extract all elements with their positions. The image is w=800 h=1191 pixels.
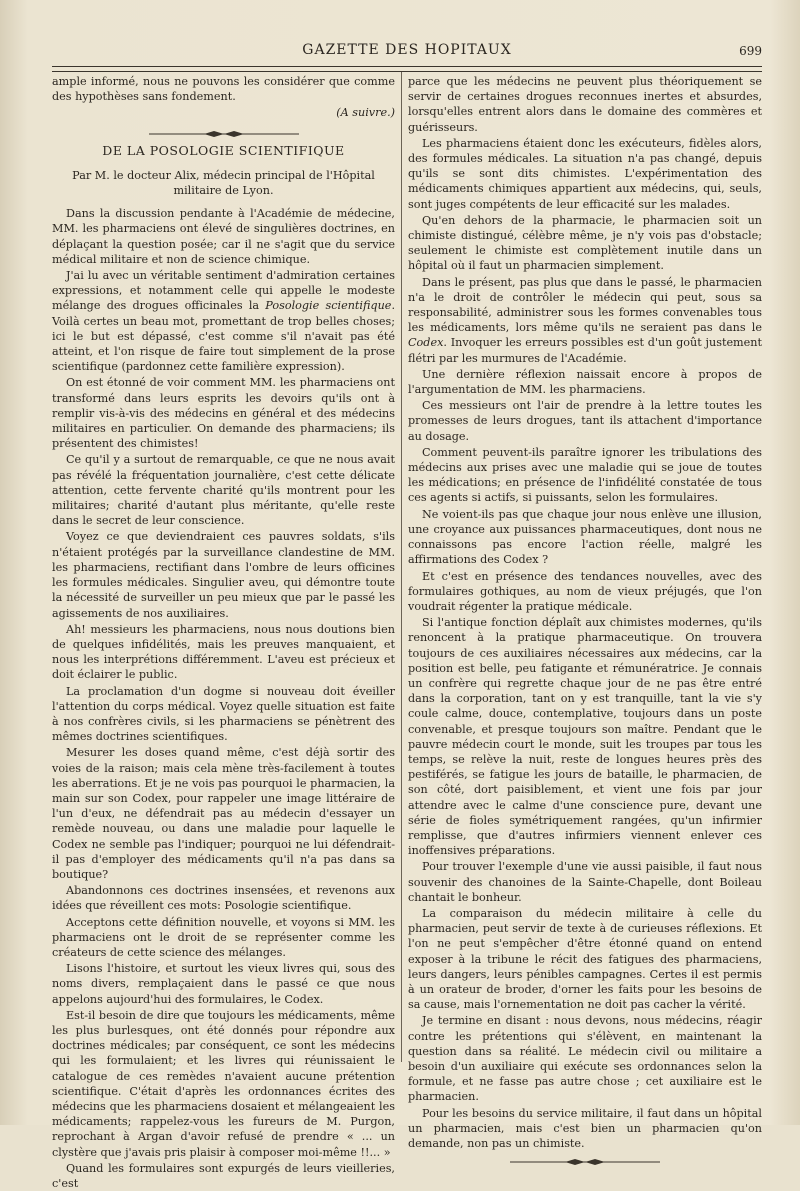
- paragraph: Une dernière réflexion naissait encore à propos de l'argumentation de MM. les pharmaciens.: [408, 367, 762, 397]
- paragraph: La proclamation d'un dogme si nouveau doit éveiller l'attention du corps médical. Voyez quelle situation est faite à nos confrères civils, si les pharmaciens se pénètrent des mêmes doctrines scientifiques.: [52, 684, 395, 744]
- paragraph: On est étonné de voir comment MM. les pharmaciens ont transformé dans leurs esprits les devoirs qu'ils ont à remplir vis-à-vis des médecins en général et des médecins militaires en particulier. On demande des pharmaciens; ils présentent des chimistes!: [52, 376, 395, 451]
- paragraph: Acceptons cette définition nouvelle, et voyons si MM. les pharmaciens ont le droit de se représenter comme les créateurs de cette science des mélanges.: [52, 915, 395, 959]
- paragraph: Mesurer les doses quand même, c'est déjà sortir des voies de la raison; mais cela mène très-facilement à toutes les aberrations. Et je ne vois pas pourquoi le pharmacien, la main sur son Codex, pour rappeler une image littéraire de l'un d'eux, ne défendrait pas au médecin d'essayer un remède nouveau, ou dans une maladie pour laquelle le Codex ne semble pas l'indiquer; pourquoi ne lui défendrait-il pas d'employer des médicaments qu'il n'a pas dans sa boutique?: [52, 746, 395, 881]
- masthead: [52, 38, 762, 66]
- right-column: [408, 74, 762, 1151]
- ornament-divider: [408, 1155, 762, 1165]
- paragraph: Pour les besoins du service militaire, il faut dans un hôpital un pharmacien, mais c'est bien un pharmacien qu'on demande, non pas un chimiste.: [408, 1106, 762, 1151]
- column-divider: [401, 72, 402, 1062]
- paragraph: ample informé, nous ne pouvons les considérer que comme des hypothèses sans fondement.: [52, 75, 395, 104]
- paragraph: Comment peuvent-ils paraître ignorer les tribulations des médecins aux prises avec une maladie qui se joue de toutes les médications; en présence de l'infidélité constatée de tous ces agents si actifs, si puissants, selon les formulaires.: [408, 445, 762, 505]
- journal-title: GAZETTE DES HOPITAUX: [302, 42, 512, 58]
- text-run: Dans le présent, pas plus que dans le passé, le pharmacien n'a le droit de contrôler le médecin qui peut, sous sa responsabilité, administrer sous les formes convenables tous les médicaments, lors même qu'ils ne seraient pas dans le: [408, 275, 762, 335]
- paragraph: Dans la discussion pendante à l'Académie de médecine, MM. les pharmaciens ont élevé de singulières doctrines, en déplaçant la question posée; car il ne s'agit que du service médical militaire et non de science chimique.: [52, 207, 395, 266]
- paragraph: Pour trouver l'exemple d'une vie aussi paisible, il faut nous souvenir des chanoines de la Sainte-Chapelle, dont Boileau chantait le bonheur.: [408, 860, 762, 904]
- paragraph: Voyez ce que deviendraient ces pauvres soldats, s'ils n'étaient protégés par la surveillance clandestine de MM. les pharmaciens, rectifiant dans l'ombre de leurs officines les formules médicales. Singulier aveu, qui démontre toute la nécessité de surveiller un peu mieux que par le passé les agissements de nos auxiliaires.: [52, 530, 395, 620]
- byline: Par M. le docteur Alix, médecin principal de l'Hôpital militaire de Lyon.: [72, 168, 375, 198]
- page-number: 699: [739, 44, 762, 58]
- header-rule: [52, 66, 762, 72]
- text-run: . Voilà certes un beau mot, promettant de trop belles choses; ici le but est dépassé, c'est comme s'il n'avait pas été atteint, et l'on risque de faire tout simplement de la prose scientifique (pardonnez cette familière expression).: [52, 299, 395, 374]
- continued-note: (A suivre.): [336, 106, 395, 120]
- paragraph: Ne voient-ils pas que chaque jour nous enlève une illusion, une croyance aux puissances pharmaceutiques, dont nous ne connaissons pas encore l'action réelle, malgré les affirmations des Codex ?: [408, 507, 762, 567]
- paragraph: Ce qu'il y a surtout de remarquable, ce que ne nous avait pas révélé la fréquentation journalière, c'est cette délicate attention, cette fervente charité qu'ils montrent pour les militaires; charité d'autant plus méritante, qu'elle reste dans le secret de leur conscience.: [52, 453, 395, 528]
- paragraph: Abandonnons ces doctrines insensées, et revenons aux idées que réveillent ces mots: Posologie scientifique.: [52, 884, 395, 913]
- paragraph: [52, 268, 395, 374]
- emphasis: Posologie scientifique: [265, 299, 392, 313]
- article-title: DE LA POSOLOGIE SCIENTIFIQUE: [102, 142, 345, 158]
- ornament-divider: [52, 127, 395, 137]
- paragraph: Lisons l'histoire, et surtout les vieux livres qui, sous des noms divers, remplaçaient dans le passé ce que nous appelons aujourd'hui des formulaires, le Codex.: [52, 962, 395, 1006]
- paragraph: parce que les médecins ne peuvent plus théoriquement se servir de certaines drogues reconnues inertes et absurdes, lorsqu'elles entrent alors dans le domaine des commères et guérisseurs.: [408, 75, 762, 134]
- paragraph: Et c'est en présence des tendances nouvelles, avec des formulaires gothiques, au nom de vieux préjugés, que l'on voudrait régenter la pratique médicale.: [408, 569, 762, 613]
- paragraph: [408, 275, 762, 366]
- paragraph: Ah! messieurs les pharmaciens, nous nous doutions bien de quelques infidélités, mais les preuves manquaient, et nous les interprétions différemment. L'aveu est précieux et doit éclairer le public.: [52, 622, 395, 682]
- text-run: J'ai lu avec un véritable sentiment d'admiration certaines expressions, et notamment celle qui appelle le modeste mélange des drogues officinales la: [52, 269, 395, 313]
- paragraph: Est-il besoin de dire que toujours les médicaments, même les plus burlesques, ont été donnés pour répondre aux doctrines médicales; par conséquent, ce sont les médecins qui les formulaient; et les livres qui réunissaient le catalogue de ces remèdes n'avaient aucune prétention scientifique. C'était d'après les ordonnances écrites des médecins que les pharmaciens dosaient et mélangeaient les médicaments; rappelez-vous les fureurs de M. Purgon, reprochant à Argan d'avoir refusé de prendre « ... un clystère que j'avais pris plaisir à composer moi-même !!... »: [52, 1008, 395, 1159]
- left-column: [52, 74, 395, 1191]
- paragraph: Qu'en dehors de la pharmacie, le pharmacien soit un chimiste distingué, célèbre même, je n'y vois pas d'obstacle; seulement le chimiste est complètement inutile dans un hôpital où il faut un pharmacien simplement.: [408, 213, 762, 273]
- paragraph: Les pharmaciens étaient donc les exécuteurs, fidèles alors, des formules médicales. La situation n'a pas changé, depuis qu'ils se sont dits chimistes. L'expérimentation des médicaments chimiques appartient aux médecins, qui, seuls, sont juges compétents de leur efficacité sur les malades.: [408, 136, 762, 211]
- paragraph: Si l'antique fonction déplaît aux chimistes modernes, qu'ils renoncent à la pratique pharmaceutique. On trouvera toujours de ces auxiliaires nécessaires aux médecins, car la position est belle, peu fatigante et rémunératrice. Je connais un confrère qui regrette chaque jour de ne pas être entré dans la corporation, tant on y est tranquille, tant la vie s'y coule calme, douce, contemplative, toujours dans un poste convenable, et presque toujours son maître. Pendant que le pauvre médecin court le monde, suit les troupes par tous les temps, se relève la nuit, reste de longues heures près des pestiférés, se fatigue les jours de bataille, le pharmacien, de son côté, dort paisiblement, et vient une fois par jour attendre avec le calme d'une conscience pure, devant une série de fioles symétriquement rangées, qu'un infirmier remplisse, que d'autres infirmiers viennent enlever ces inoffensives préparations.: [408, 616, 762, 858]
- emphasis: Codex: [408, 336, 444, 350]
- paragraph: Je termine en disant : nous devons, nous médecins, réagir contre les prétentions qui s'élèvent, en maintenant la question dans sa réalité. Le médecin civil ou militaire a besoin d'un auxiliaire qui exécute ses ordonnances selon la formule, et ne fasse pas autre chose ; cet auxiliaire est le pharmacien.: [408, 1014, 762, 1104]
- paragraph: Ces messieurs ont l'air de prendre à la lettre toutes les promesses de leurs drogues, tant ils attachent d'importance au dosage.: [408, 399, 762, 443]
- paragraph: La comparaison du médecin militaire à celle du pharmacien, peut servir de texte à de curieuses réflexions. Et l'on ne peut s'empêcher d'être étonné quand on entend exposer à la tribune le récit des fatigues des pharmaciens, leurs dangers, leurs pénibles campagnes. Certes il est permis à un orateur de broder, d'orner les faits pour les besoins de sa cause, mais l'ornementation ne doit pas cacher la vérité.: [408, 906, 762, 1012]
- paragraph: Quand les formulaires sont expurgés de leurs vieilleries, c'est: [52, 1161, 395, 1191]
- text-run: . Invoquer les erreurs possibles est d'un goût justement flétri par les murmures de l'Académie.: [408, 336, 762, 365]
